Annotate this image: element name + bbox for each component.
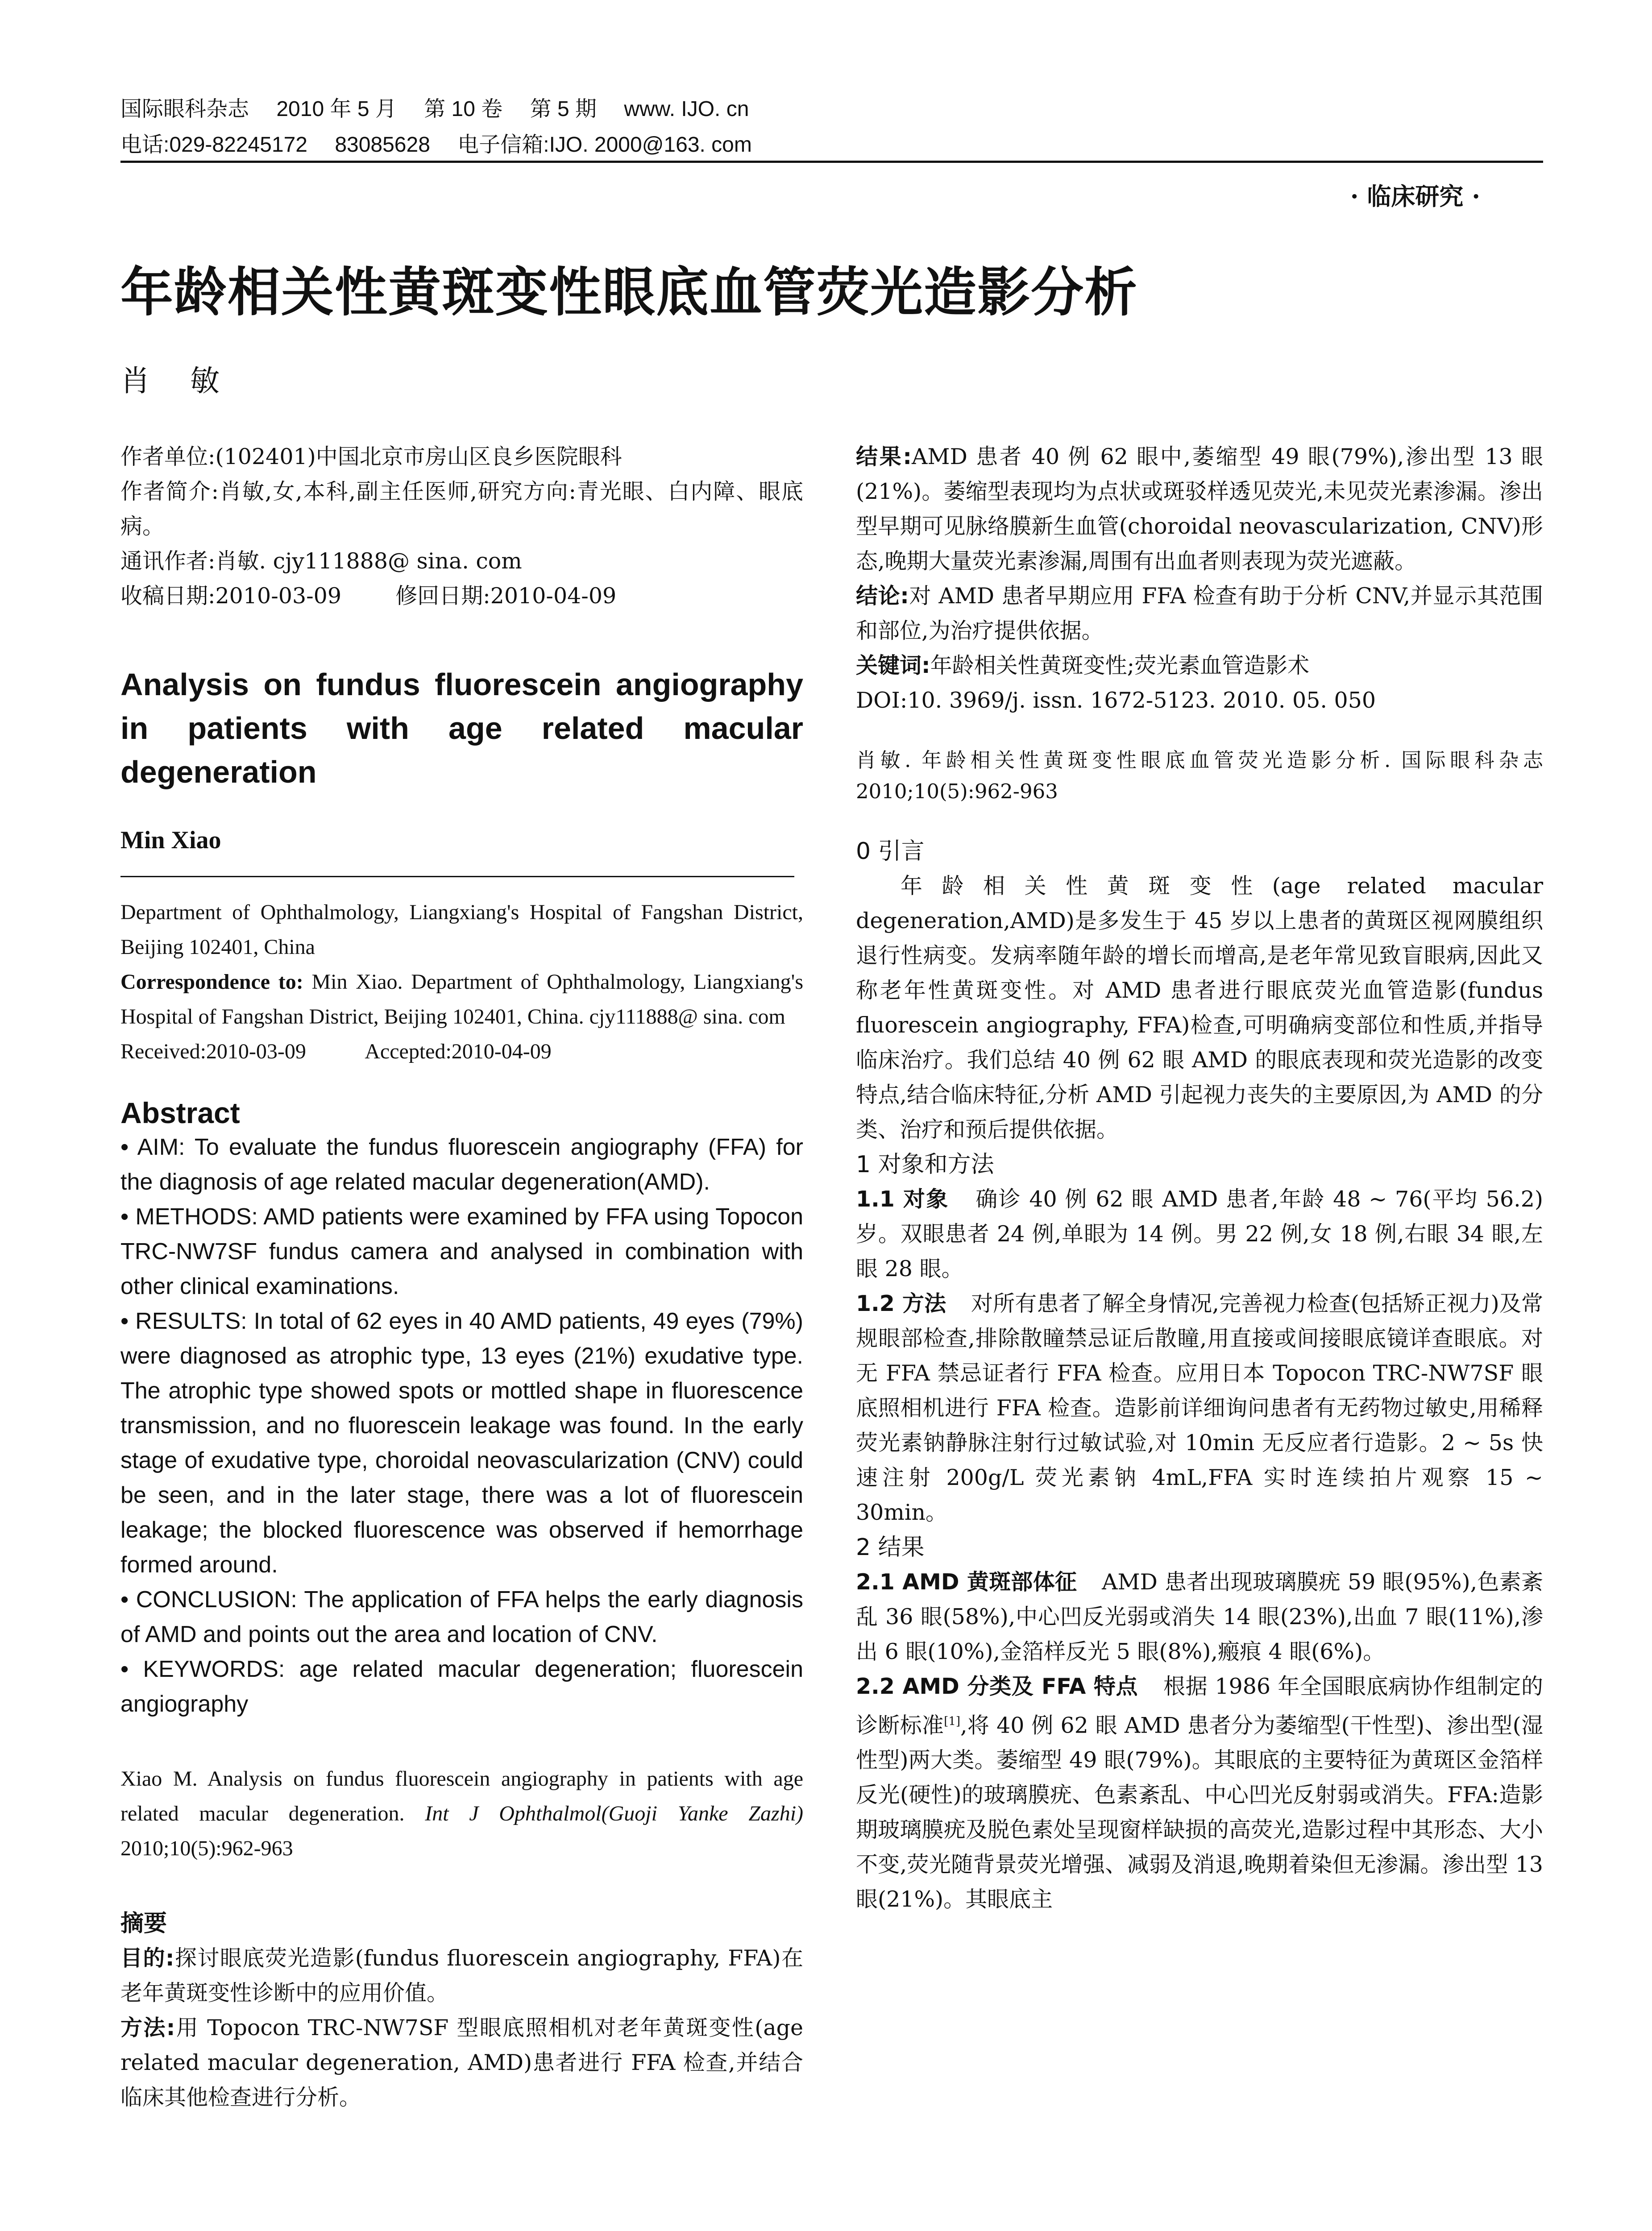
dates-cn: [120, 579, 803, 614]
methods-label: • METHODS:: [120, 1204, 258, 1230]
issue-date: 2010 年 5 月: [276, 97, 397, 121]
phone: 电话:029-82245172: [120, 133, 307, 157]
citation-en-journal: Int J Ophthalmol(Guoji Yanke Zazhi): [425, 1802, 804, 1825]
author-en: Min Xiao: [120, 826, 221, 854]
results-cn-text: AMD 患者 40 例 62 眼中,萎缩型 49 眼(79%),渗出型 13 眼(21%)。萎缩型表现均为点状或斑驳样透见荧光,未见荧光素渗漏。渗出型早期可见脉络膜新生血管(choroidal neovascularization, CNV)形态,晚期大量荧光素渗漏,周围有出血者则表现为荧光遮蔽。: [856, 444, 1543, 574]
results-text: In total of 62 eyes in 40 AMD patients, 49 eyes (79%) were diagnosed as atrophic type, 13 eyes (21%) exudative type. The atrophic type showed spots or mottled shape in fluorescence transmission, and no fluorescein leakage was found. In the early stage of exudative type, choroidal neovascularization (CNV) could be seen, and in the later stage, there was a lot of fluorescein leakage; the blocked fluorescence was observed if hemorrhage formed around.: [120, 1308, 803, 1578]
dates-en: [120, 1034, 803, 1069]
section-2-1-label: 2.1 AMD 黄斑部体征: [856, 1569, 1077, 1595]
conclusion-cn-label: 结论:: [856, 583, 909, 609]
left-column: [120, 440, 803, 2115]
website: www. IJO. cn: [624, 97, 749, 121]
section-2-1: [856, 1565, 1543, 1669]
intro-heading: 0 引言: [856, 838, 925, 865]
accepted-date-en: Accepted:2010-04-09: [365, 1040, 552, 1063]
author-bio: 作者简介:肖敏,女,本科,副主任医师,研究方向:青光眼、白内障、眼底病。: [120, 479, 803, 539]
methods-text: AMD patients were examined by FFA using Topocon TRC-NW7SF fundus camera and analysed in combination with other clinical examinations.: [120, 1204, 803, 1299]
section-2-2: [856, 1669, 1543, 1917]
keywords-text: age related macular degeneration; fluorescein angiography: [120, 1656, 803, 1717]
received-date-en: Received:2010-03-09: [120, 1040, 306, 1063]
abstract-keywords: [120, 1652, 803, 1721]
citation-en-tail: 2010;10(5):962-963: [120, 1837, 293, 1860]
author-cn: 肖敏: [120, 364, 260, 398]
abstract-cn-heading: 摘要: [120, 1910, 167, 1937]
abstract-cn-methods: [120, 2011, 803, 2115]
correspondence-text: Min Xiao. Department of Ophthalmology, Liangxiang's Hospital of Fangshan District, Beijing 102401, China. cjy111888@ sina. com: [120, 970, 804, 1028]
citation-en-text: Xiao M. Analysis on fundus fluorescein angiography in patients with age related macular degeneration.: [120, 1767, 803, 1825]
abstract-methods: [120, 1199, 803, 1304]
keywords-label: • KEYWORDS:: [120, 1656, 285, 1682]
conclusion-cn-text: 对 AMD 患者早期应用 FFA 检查有助于分析 CNV,并显示其范围和部位,为治疗提供依据。: [856, 583, 1543, 643]
intro-paragraph: 年龄相关性黄斑变性(age related macular degeneration,AMD)是多发生于 45 岁以上患者的黄斑区视网膜组织退行性病变。发病率随年龄的增长而增高,是老年常见致盲眼病,因此又称老年性黄斑变性。对 AMD 患者进行眼底荧光血管造影(fundus fluorescein angiography, FFA)检查,可明确病变部位和性质,并指导临床治疗。我们总结 40 例 62 眼 AMD 的眼底表现和荧光造影的改变特点,结合临床特征,分析 AMD 引起视力丧失的主要原因,为 AMD 的分类、治疗和预后提供依据。: [856, 873, 1543, 1142]
keywords-cn-label: 关键词:: [856, 653, 930, 678]
phone-2: 83085628: [335, 133, 430, 157]
purpose-label: 目的:: [120, 1945, 174, 1971]
aim-label: • AIM:: [120, 1134, 185, 1160]
author-affiliation: 作者单位:(102401)中国北京市房山区良乡医院眼科: [120, 444, 622, 469]
abstract-cn-purpose: [120, 1941, 803, 2011]
section-1-heading: 1 对象和方法: [856, 1151, 994, 1178]
conclusion-text: The application of FFA helps the early diagnosis of AMD and points out the area and location of CNV.: [120, 1587, 803, 1647]
section-1-2-text: 对所有患者了解全身情况,完善视力检查(包括矫正视力)及常规眼部检查,排除散瞳禁忌证后散瞳,用直接或间接眼底镜详查眼底。对无 FFA 禁忌证者行 FFA 检查。应用日本 Topocon TRC-NW7SF 眼底照相机进行 FFA 检查。造影前详细询问患者有无药物过敏史,用稀释荧光素钠静脉注射行过敏试验,对 10min 无反应者行造影。2 ~ 5s 快速注射 200g/L 荧光素钠 4mL,FFA 实时连续拍片观察 15 ~ 30min。: [856, 1291, 1543, 1525]
abstract-aim: [120, 1130, 803, 1199]
section-1-1-label: 1.1 对象: [856, 1186, 949, 1212]
citation-en: [120, 1762, 803, 1866]
abstract-cn-keywords: [856, 648, 1543, 683]
purpose-text: 探讨眼底荧光造影(fundus fluorescein angiography, FFA)在老年黄斑变性诊断中的应用价值。: [120, 1945, 803, 2006]
citation-cn: 肖敏. 年龄相关性黄斑变性眼底血管荧光造影分析. 国际眼科杂志 2010;10(5):962-963: [856, 748, 1543, 803]
section-2-1-text: AMD 患者出现玻璃膜疣 59 眼(95%),色素紊乱 36 眼(58%),中心凹反光弱或消失 14 眼(23%),出血 7 眼(11%),渗出 6 眼(10%),金箔样反光 5 眼(8%),瘢痕 4 眼(6%)。: [856, 1569, 1543, 1664]
section-2-2-text-b: ,将 40 例 62 眼 AMD 患者分为萎缩型(干性型)、渗出型(湿性型)两大类。萎缩型 49 眼(79%)。其眼底的主要特征为黄斑区金箔样反光(硬性)的玻璃膜疣、色素紊乱、中心凹光反射弱或消失。FFA:造影期玻璃膜疣及脱色素处呈现窗样缺损的高荧光,造影过程中其形态、大小不变,荧光随背景荧光增强、减弱及消退,晚期着染但无渗漏。渗出型 13 眼(21%)。其眼底主: [856, 1713, 1543, 1912]
doi: DOI:10. 3969/j. issn. 1672-5123. 2010. 05. 050: [856, 688, 1376, 713]
results-cn-label: 结果:: [856, 444, 912, 469]
aim-text: To evaluate the fundus fluorescein angiography (FFA) for the diagnosis of age related macular degeneration(AMD).: [120, 1134, 803, 1195]
email: 电子信箱:IJO. 2000@163. com: [457, 133, 752, 157]
methods-cn-label: 方法:: [120, 2015, 175, 2040]
results-label: • RESULTS:: [120, 1308, 247, 1334]
article-title-cn: 年龄相关性黄斑变性眼底血管荧光造影分析: [120, 261, 1138, 323]
abstract-conclusion: [120, 1582, 803, 1652]
reference-1[interactable]: [1]: [944, 1715, 961, 1728]
author-correspondence: 通讯作者:肖敏. cjy111888@ sina. com: [120, 548, 522, 574]
right-column: [856, 440, 1543, 1917]
section-label: · 临床研究 ·: [1350, 182, 1480, 211]
abstract-heading: Abstract: [120, 1096, 240, 1129]
section-1-2-label: 1.2 方法: [856, 1291, 946, 1316]
header-rule: [120, 161, 1543, 163]
section-2-2-label: 2.2 AMD 分类及 FFA 特点: [856, 1674, 1138, 1699]
revised-date-cn: 修回日期:2010-04-09: [395, 583, 617, 609]
abstract-results: [120, 1304, 803, 1582]
article-title-en: Analysis on fundus fluorescein angiography in patients with age related macular degeneration: [120, 667, 803, 789]
section-1-1-text: 确诊 40 例 62 眼 AMD 患者,年龄 48 ~ 76(平均 56.2)岁。双眼患者 24 例,单眼为 14 例。男 22 例,女 18 例,右眼 34 眼,左眼 28 眼。: [856, 1186, 1543, 1281]
section-1-2: [856, 1286, 1543, 1530]
abstract-cn-results: [856, 440, 1543, 579]
section-2-2-text-a: 根据 1986 年全国眼底病协作组制定的诊断标准: [856, 1674, 1544, 1738]
keywords-cn-text: 年龄相关性黄斑变性;荧光素血管造影术: [930, 653, 1310, 678]
volume: 第 10 卷: [424, 97, 503, 121]
section-2-heading: 2 结果: [856, 1534, 925, 1561]
correspondence-en: [120, 965, 803, 1034]
department-en: Department of Ophthalmology, Liangxiang's Hospital of Fangshan District, Beijing 102401, China: [120, 900, 803, 959]
journal-name: 国际眼科杂志: [120, 97, 249, 121]
received-date-cn: 收稿日期:2010-03-09: [120, 583, 342, 609]
running-header: [120, 91, 773, 163]
abstract-cn-conclusion: [856, 579, 1543, 648]
issue-number: 第 5 期: [530, 97, 597, 121]
conclusion-label: • CONCLUSION:: [120, 1587, 297, 1613]
section-1-1: [856, 1182, 1543, 1286]
methods-cn-text: 用 Topocon TRC-NW7SF 型眼底照相机对老年黄斑变性(age related macular degeneration, AMD)患者进行 FFA 检查,并结合临床其他检查进行分析。: [120, 2015, 803, 2110]
correspondence-label: Correspondence to:: [120, 970, 303, 994]
